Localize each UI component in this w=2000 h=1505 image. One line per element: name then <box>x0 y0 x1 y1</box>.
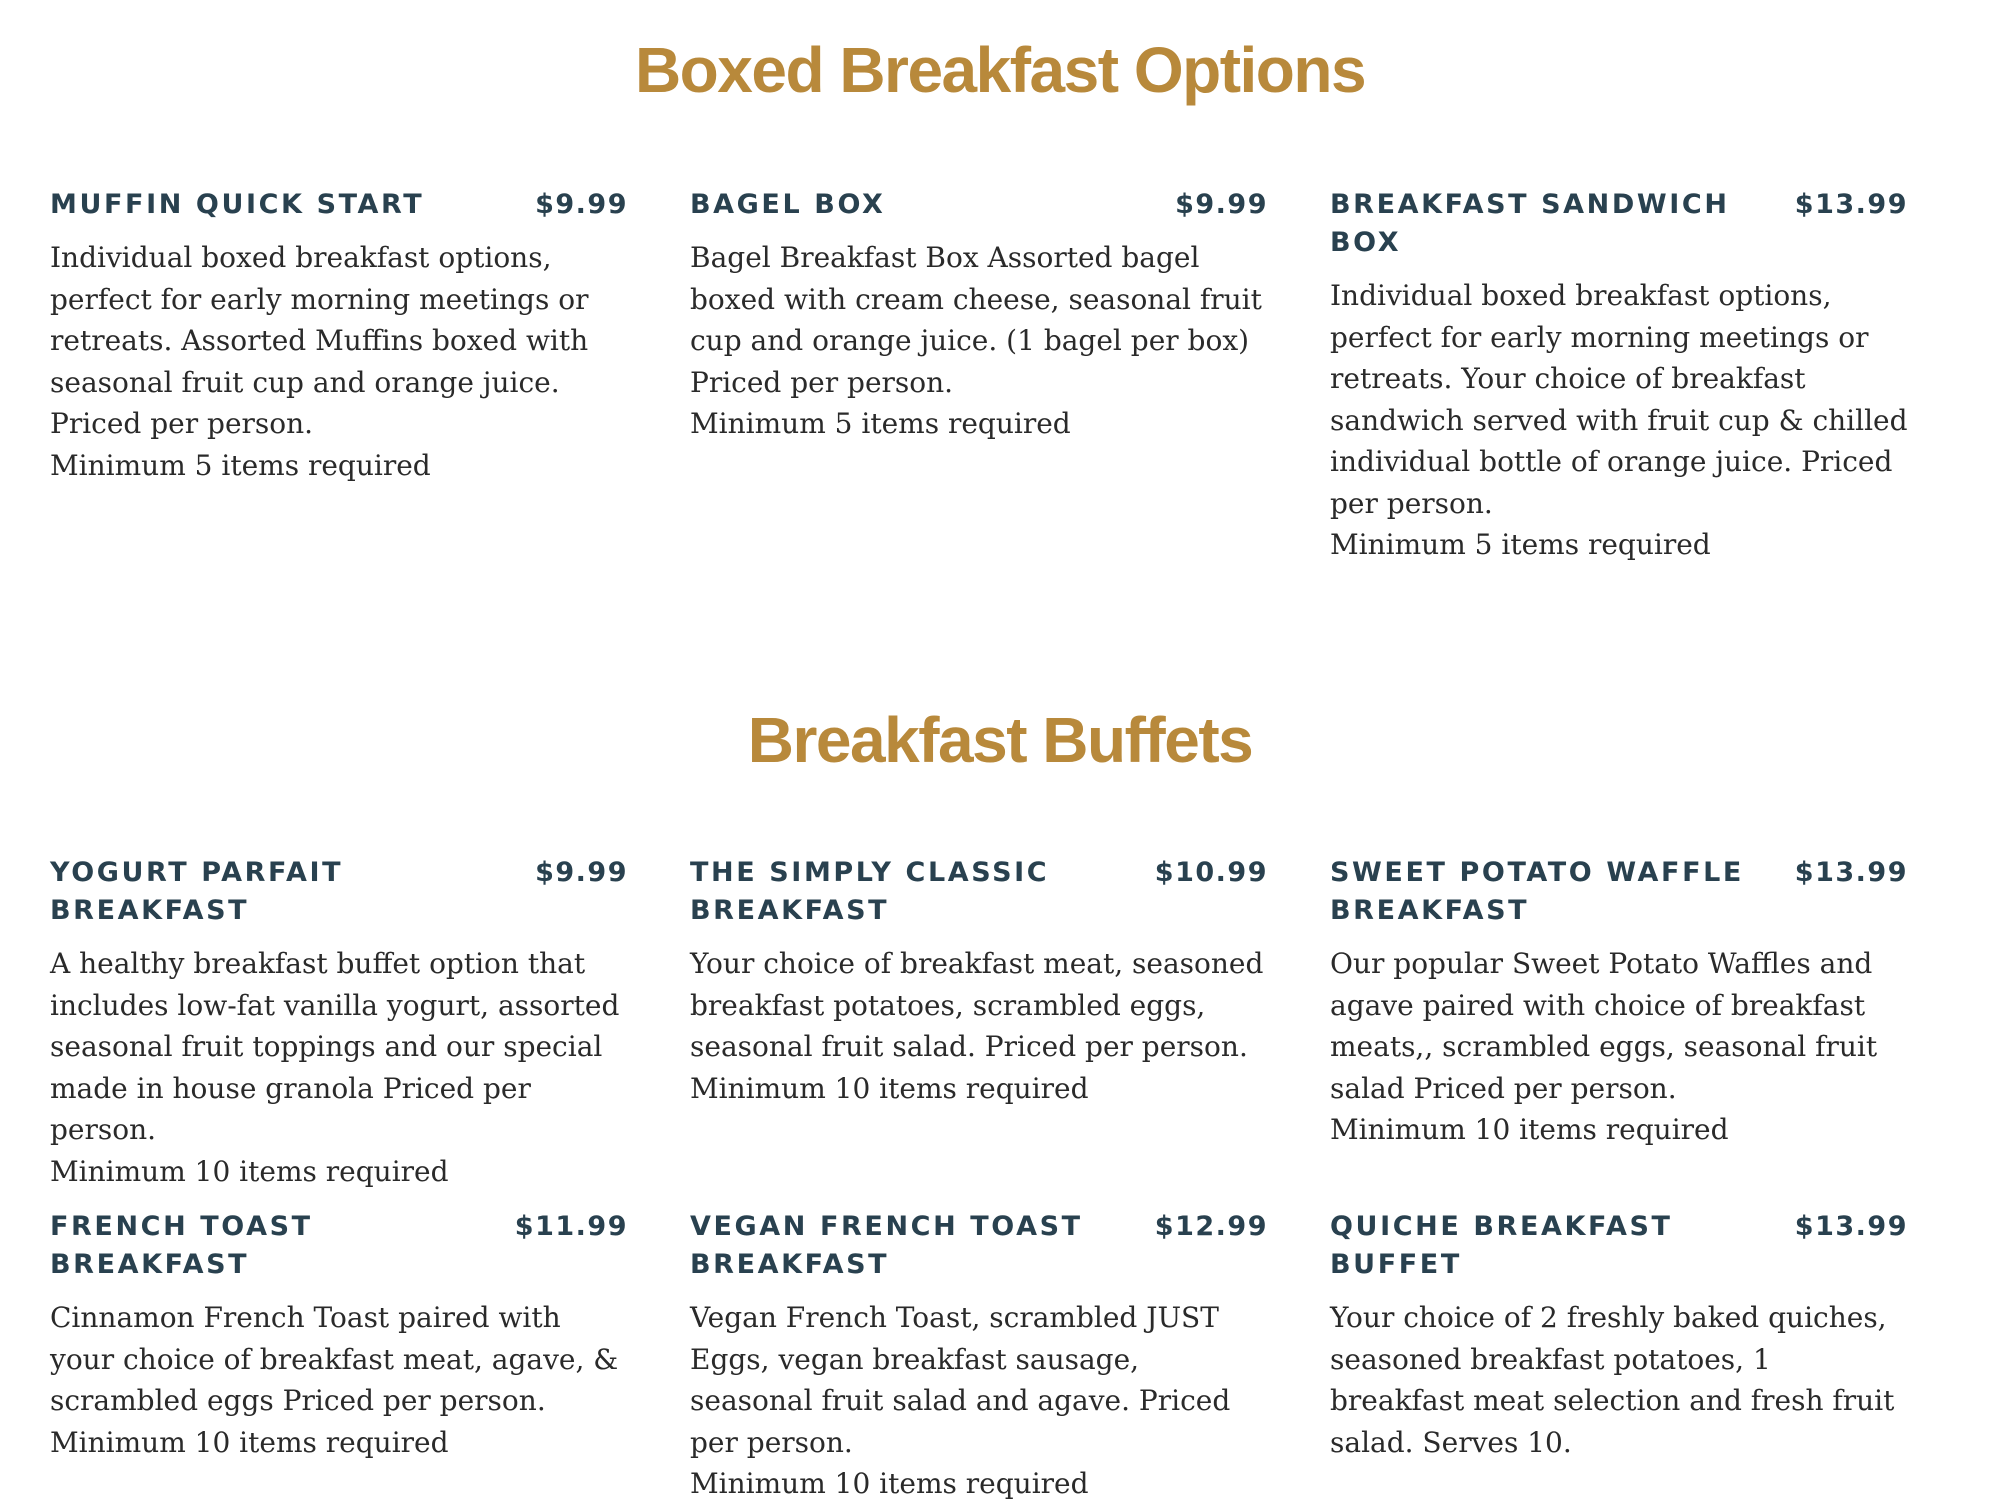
item-minimum: Minimum 10 items required <box>690 1071 1089 1105</box>
item-description-text: Cinnamon French Toast paired with your choice of breakfast meat, agave, & scrambled eggs Priced per person. <box>50 1301 619 1417</box>
item-description <box>50 943 628 1192</box>
item-name: SWEET POTATO WAFFLE BREAKFAST <box>1330 857 1744 926</box>
item-name: YOGURT PARFAIT BREAKFAST <box>50 857 344 926</box>
menu-item-yogurt-parfait <box>50 854 628 1192</box>
menu-item-french-toast <box>50 1208 628 1505</box>
item-description <box>1330 943 1908 1151</box>
item-name: FRENCH TOAST BREAKFAST <box>50 1211 313 1280</box>
section-title-boxed: Boxed Breakfast Options <box>634 34 1366 106</box>
item-name: BAGEL BOX <box>690 189 886 220</box>
item-description <box>690 237 1268 445</box>
item-minimum: Minimum 5 items required <box>50 448 431 482</box>
item-price: $11.99 <box>514 1211 628 1242</box>
item-price: $9.99 <box>535 857 628 888</box>
section-title-buffets: Breakfast Buffets <box>747 704 1253 776</box>
item-description-text: Our popular Sweet Potato Waffles and agave paired with choice of breakfast meats,, scrambled eggs, seasonal fruit salad Priced per person. <box>1330 947 1878 1105</box>
item-price: $9.99 <box>535 189 628 220</box>
item-description-text: Individual boxed breakfast options, perfect for early morning meetings or retreats. Assorted Muffins boxed with seasonal fruit cup and orange juice. Priced per person. <box>50 241 589 440</box>
menu-item-simply-classic <box>690 854 1268 1192</box>
item-minimum: Minimum 10 items required <box>690 1467 1089 1500</box>
item-description <box>690 1297 1268 1505</box>
item-name: QUICHE BREAKFAST BUFFET <box>1330 1211 1673 1280</box>
item-name: BREAKFAST SANDWICH BOX <box>1330 189 1730 258</box>
item-name: THE SIMPLY CLASSIC BREAKFAST <box>690 857 1050 926</box>
breakfast-buffets-grid-row-2 <box>50 1208 1950 1505</box>
item-description-text: Bagel Breakfast Box Assorted bagel boxed with cream cheese, seasonal fruit cup and orange juice. (1 bagel per box) Priced per person. <box>690 241 1262 399</box>
item-price: $9.99 <box>1175 189 1268 220</box>
menu-item-vegan-french-toast <box>690 1208 1268 1505</box>
item-minimum: Minimum 5 items required <box>690 407 1071 440</box>
menu-item-quiche-buffet <box>1330 1208 1908 1505</box>
item-description-text: A healthy breakfast buffet option that includes low-fat vanilla yogurt, assorted seasonal fruit toppings and our special made in house granola Priced per person. <box>50 947 620 1146</box>
item-price: $10.99 <box>1154 857 1268 888</box>
breakfast-buffets-grid-row-1 <box>50 854 1950 1192</box>
item-description-text: Vegan French Toast, scrambled JUST Eggs, vegan breakfast sausage, seasonal fruit salad and agave. Priced per person. <box>690 1301 1231 1459</box>
item-description-text: Your choice of breakfast meat, seasoned breakfast potatoes, scrambled eggs, seasonal fruit salad. Priced per person. <box>690 947 1264 1063</box>
item-name: MUFFIN QUICK START <box>50 189 425 220</box>
item-description-text: Individual boxed breakfast options, perfect for early morning meetings or retreats. Your choice of breakfast sandwich served with fruit cup & chilled individual bottle of orange juice. Priced per person. <box>1330 279 1908 520</box>
item-price: $13.99 <box>1794 1211 1908 1242</box>
item-minimum: Minimum 10 items required <box>1330 1113 1729 1146</box>
item-description <box>50 1297 628 1463</box>
menu-item-sweet-potato-waffle <box>1330 854 1908 1192</box>
item-price: $12.99 <box>1154 1211 1268 1242</box>
item-price: $13.99 <box>1794 857 1908 888</box>
item-description <box>690 943 1268 1109</box>
menu-item-breakfast-sandwich-box <box>1330 186 1908 566</box>
item-description <box>50 237 628 486</box>
item-name: VEGAN FRENCH TOAST BREAKFAST <box>690 1211 1083 1280</box>
menu-item-bagel-box <box>690 186 1268 566</box>
item-description-text: Your choice of 2 freshly baked quiches, seasoned breakfast potatoes, 1 breakfast meat selection and fresh fruit salad. Serves 10. <box>1330 1301 1895 1459</box>
boxed-breakfast-grid <box>50 186 1950 566</box>
item-price: $13.99 <box>1794 189 1908 220</box>
boxed-breakfast-section <box>0 34 2000 106</box>
item-minimum: Minimum 5 items required <box>1330 528 1711 561</box>
item-description <box>1330 275 1908 566</box>
item-description <box>1330 1297 1908 1463</box>
item-minimum: Minimum 10 items required <box>50 1154 449 1188</box>
breakfast-buffets-section <box>0 704 2000 776</box>
item-minimum: Minimum 10 items required <box>50 1425 449 1459</box>
menu-item-muffin-quick-start <box>50 186 628 566</box>
